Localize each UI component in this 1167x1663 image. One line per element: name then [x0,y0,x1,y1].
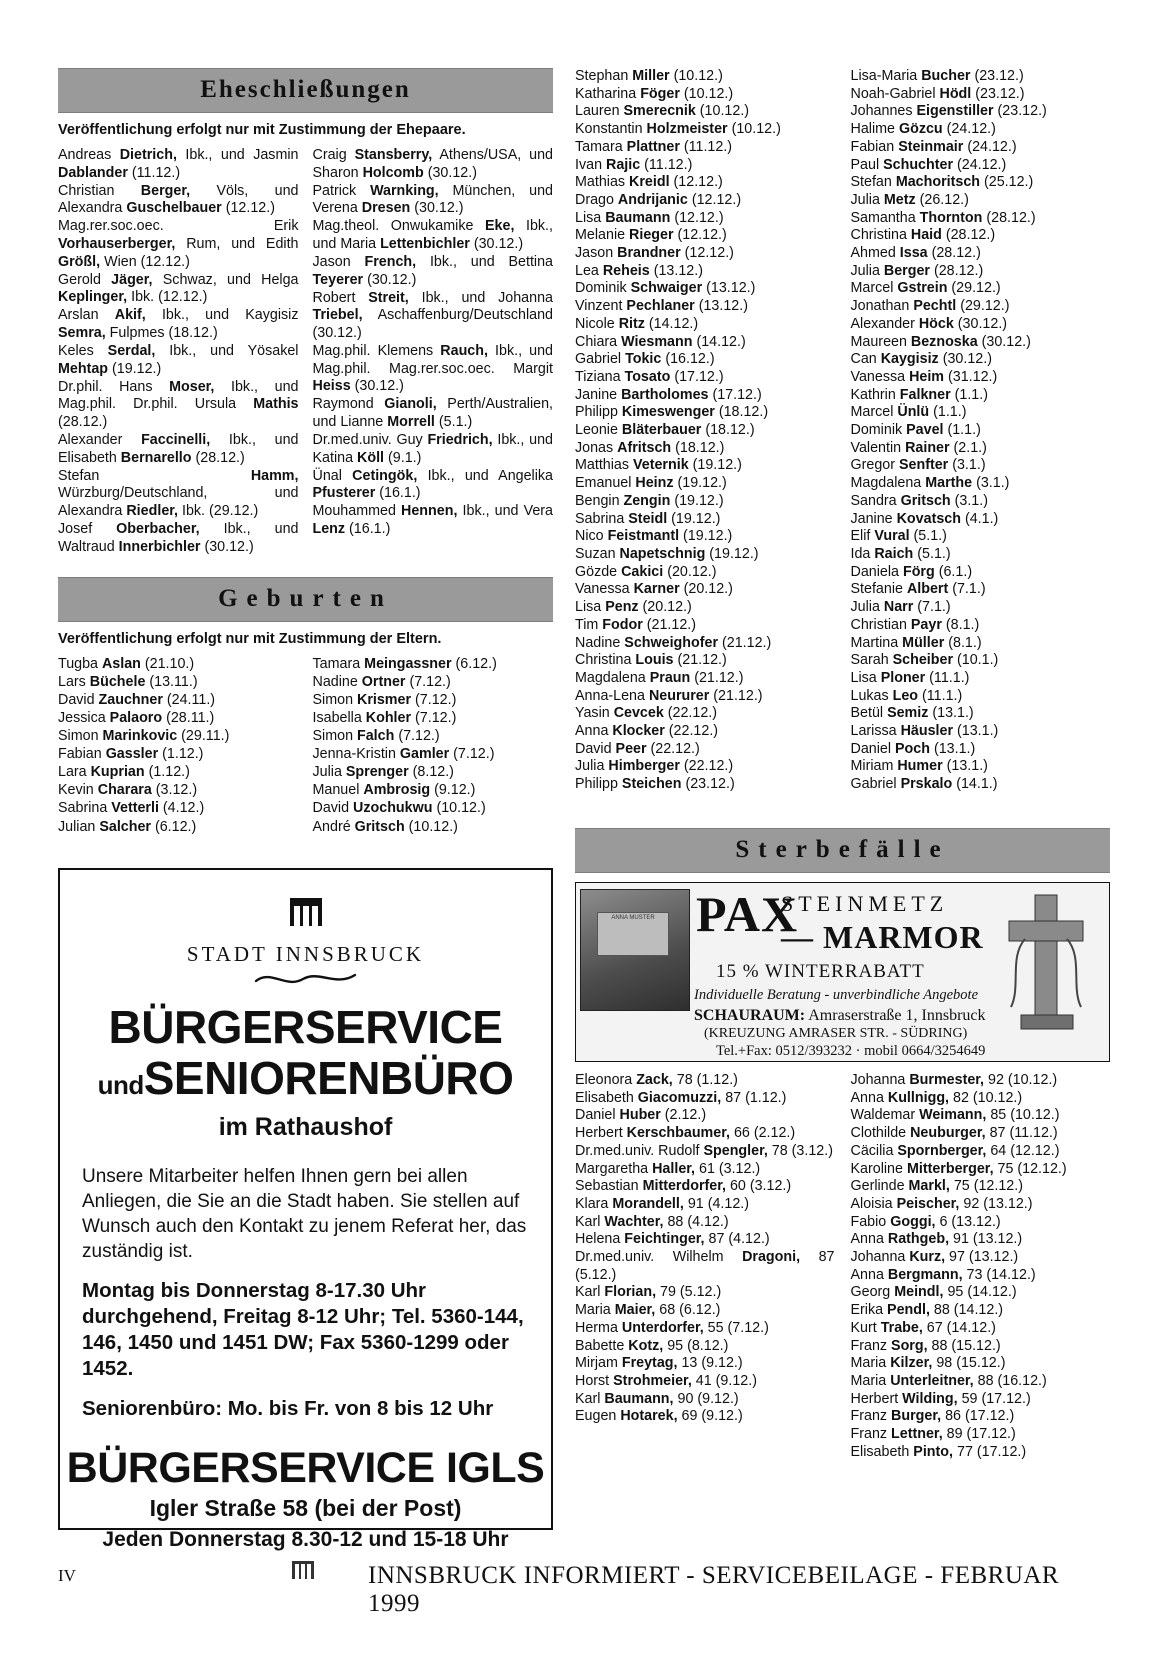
list-item: Marcel Ünlü (1.1.) [850,404,967,421]
list-item: Cäcilia Spornberger, 64 (12.12.) [850,1142,1060,1159]
list-item: Samantha Thornton (28.12.) [850,209,1036,226]
pax-tagline: Individuelle Beratung - unverbindliche Angebote [694,987,979,1003]
list-item: Nico Feistmantl (19.12.) [575,528,733,545]
list-item: Stefan Machoritsch (25.12.) [850,174,1034,191]
list-item: Bengin Zengin (19.12.) [575,492,724,509]
list-item: Daniel Poch (13.1.) [850,740,976,757]
list-item: Gözde Cakici (20.12.) [575,563,717,580]
page-number: IV [58,1566,76,1585]
list-item: David Peer (22.12.) [575,740,700,757]
list-item: Lara Kuprian (1.12.) [58,764,190,781]
ad-title-2-prefix: und [97,1070,144,1100]
list-item: Matthias Veternik (19.12.) [575,457,742,474]
list-item: Ahmed Issa (28.12.) [850,245,981,262]
ad-title-2 [60,1052,551,1111]
list-item: Mag.phil. Klemens Rauch, Ibk., und Mag.phil. Mag.rer.soc.oec. Margit Heiss (30.12.) [312,343,553,395]
innsbruck-coat-of-arms-icon [60,898,551,932]
list-item: Magdalena Praun (21.12.) [575,669,744,686]
section-header-marriages: Eheschließungen [58,68,553,113]
list-item: Mag.rer.soc.oec. Erik Vorhauserberger, Rum, und Edith Größl, Wien (12.12.) [58,218,299,270]
list-item: Aloisia Peischer, 92 (13.12.) [850,1195,1033,1212]
ad-title-2-main: SENIORENBÜRO [143,1052,514,1104]
section-header-deaths-wrap [575,828,1110,873]
list-item: Jason French, Ibk., und Bettina Teyerer (30.12.) [312,254,553,288]
list-item: Dr.med.univ. Rudolf Spengler, 78 (3.12.) [575,1142,833,1159]
ad-igls-title: BÜRGERSERVICE IGLS [66,1444,545,1492]
list-item: Jonathan Pechtl (29.12.) [850,298,1010,315]
list-item: Tamara Meingassner (6.12.) [312,655,497,672]
list-item: Kathrin Falkner (1.1.) [850,386,988,403]
list-item: Christian Berger, Völs, und Alexandra Guschelbauer (12.12.) [58,182,299,217]
list-item: Herma Unterdorfer, 55 (7.12.) [575,1319,769,1336]
list-item: Mirjam Freytag, 13 (9.12.) [575,1355,743,1372]
list-item: Helena Feichtinger, 87 (4.12.) [575,1231,770,1248]
list-item: Elisabeth Pinto, 77 (17.12.) [850,1443,1027,1460]
list-item: Stephan Miller (10.12.) [575,68,723,84]
list-item: Suzan Napetschnig (19.12.) [575,545,759,562]
list-item: Eleonora Zack, 78 (1.12.) [575,1072,738,1088]
list-item: Craig Stansberry, Athens/USA, und Sharon Holcomb (30.12.) [312,147,553,181]
list-item: Tim Fodor (21.12.) [575,616,697,633]
list-item: Emanuel Heinz (19.12.) [575,475,727,492]
list-item: Julia Narr (7.1.) [850,599,951,616]
list-item: Franz Burger, 86 (17.12.) [850,1408,1015,1425]
list-item: Drago Andrijanic (12.12.) [575,191,742,208]
page-footer [58,1556,1068,1617]
list-item: Isabella Kohler (7.12.) [312,709,457,726]
list-item: Anna Rathgeb, 91 (13.12.) [850,1231,1023,1248]
list-item: Gabriel Prskalo (14.1.) [850,776,998,793]
list-item: Raymond Gianoli, Perth/Australien, und Lianne Morrell (5.1.) [312,396,553,430]
list-item: Katharina Föger (10.12.) [575,85,734,102]
ad-pax-marmor [575,882,1110,1062]
list-item: Dominik Schwaiger (13.12.) [575,280,756,297]
list-item: Nadine Schweighofer (21.12.) [575,634,772,651]
ad-buergerservice [58,868,553,1551]
list-item: Karl Baumann, 90 (9.12.) [575,1390,739,1407]
list-item: Magdalena Marthe (3.1.) [850,475,1010,492]
pax-marmor-label: — MARMOR [781,919,984,955]
list-item: Christina Haid (28.12.) [850,227,996,244]
births-cont-column-2 [851,68,1111,794]
list-item: Gerold Jäger, Schwaz, und Helga Keplinger, Ibk. (12.12.) [58,271,299,306]
ad-subtitle: im Rathaushof [218,1113,393,1141]
marriages-note: Veröffentlichung erfolgt nur mit Zustimmung der Ehepaare. [58,122,466,138]
marriages-lists [58,147,553,557]
list-item: Julia Himberger (22.12.) [575,758,734,775]
list-item: Mag.theol. Onwukamike Eke, Ibk., und Maria Lettenbichler (30.12.) [312,218,553,252]
list-item: Andreas Dietrich, Ibk., und Jasmin Dablander (11.12.) [58,147,299,181]
list-item: Stefanie Albert (7.1.) [850,581,986,598]
list-item: Larissa Häusler (13.1.) [850,723,999,740]
list-item: Horst Strohmeier, 41 (9.12.) [575,1372,757,1389]
list-item: Vinzent Pechlaner (13.12.) [575,298,748,315]
list-item: Waldemar Weimann, 85 (10.12.) [850,1107,1060,1124]
list-item: Julia Metz (26.12.) [850,191,969,208]
list-item: Konstantin Holzmeister (10.12.) [575,121,781,138]
list-item: Alexander Faccinelli, Ibk., und Elisabeth Bernarello (28.12.) [58,432,299,466]
list-item: David Zauchner (24.11.) [58,691,216,708]
ad-body-text: Unsere Mitarbeiter helfen Ihnen gern bei allen Anliegen, die Sie an die Stadt haben. Sie stellen auf Wunsch auch den Kontakt zu jenem Referat her, das zuständig ist. [82,1166,527,1262]
list-item: Philipp Kimeswenger (18.12.) [575,404,769,421]
footer-title: INNSBRUCK INFORMIERT - SERVICEBEILAGE - FEBRUAR 1999 [368,1562,1060,1617]
list-item: Yasin Cevcek (22.12.) [575,705,718,722]
deaths-lists [575,1072,1110,1461]
births-column-2 [313,656,554,837]
list-item: Lisa Penz (20.12.) [575,599,692,616]
list-item: Tiziana Tosato (17.12.) [575,368,724,385]
list-item: Maria Kilzer, 98 (15.12.) [850,1355,1006,1372]
list-item: Tamara Plattner (11.12.) [575,138,733,155]
list-item: Maria Maier, 68 (6.12.) [575,1302,721,1319]
list-item: Vanessa Heim (31.12.) [850,368,998,385]
list-item: Jason Brandner (12.12.) [575,245,734,262]
list-item: Johanna Burmester, 92 (10.12.) [850,1072,1058,1088]
list-item: Gabriel Tokic (16.12.) [575,351,715,368]
pax-steinmetz-label: STEINMETZ [781,891,949,916]
gravestone-plate: ANNA MUSTER [597,912,669,956]
list-item: Franz Lettner, 89 (17.12.) [850,1426,1016,1443]
list-item: Marcel Gstrein (29.12.) [850,280,1001,297]
list-item: Karl Florian, 79 (5.12.) [575,1284,722,1301]
list-item: Josef Oberbacher, Ibk., und Waltraud Innerbichler (30.12.) [58,520,299,555]
list-item: Lisa Ploner (11.1.) [850,669,970,686]
list-item: Jessica Palaoro (28.11.) [58,709,215,726]
list-item: Georg Meindl, 95 (14.12.) [850,1284,1017,1301]
list-item: Franz Sorg, 88 (15.12.) [850,1337,1001,1354]
list-item: Sabrina Vetterli (4.12.) [58,800,205,817]
list-item: Lisa Baumann (12.12.) [575,209,724,226]
list-item: André Gritsch (10.12.) [312,818,458,835]
list-item: Halime Gözcu (24.12.) [850,121,996,138]
list-item: Alexander Höck (30.12.) [850,315,1008,332]
list-item: Sabrina Steidl (19.12.) [575,510,721,527]
swoosh-decoration [60,967,551,990]
list-item: Maureen Beznoska (30.12.) [850,333,1031,350]
list-item: Elif Vural (5.1.) [850,528,947,545]
list-item: Janine Kovatsch (4.1.) [850,510,999,527]
list-item: Anna Kullnigg, 82 (10.12.) [850,1089,1023,1106]
footer-coat-of-arms-icon [290,1558,316,1589]
list-item: Ünal Cetingök, Ibk., und Angelika Pfusterer (16.1.) [312,467,553,502]
marriages-column-2 [313,147,554,557]
list-item: Babette Kotz, 95 (8.12.) [575,1337,729,1354]
list-item: Lea Reheis (13.12.) [575,262,703,279]
list-item: Maria Unterleitner, 88 (16.12.) [850,1372,1047,1389]
births-lists [58,656,553,837]
list-item: Anna-Lena Neururer (21.12.) [575,687,763,704]
births-continued [575,68,1110,794]
list-item: Elisabeth Giacomuzzi, 87 (1.12.) [575,1089,787,1106]
list-item: Johannes Eigenstiller (23.12.) [850,103,1047,120]
gravestone-image [580,889,690,1011]
section-header-births: Geburten [58,577,553,622]
list-item: Valentin Rainer (2.1.) [850,439,987,456]
list-item: Herbert Wilding, 59 (17.12.) [850,1390,1031,1407]
list-item: Fabio Goggi, 6 (13.12.) [850,1213,1001,1230]
list-item: Dr.med.univ. Guy Friedrich, Ibk., und Katina Köll (9.1.) [312,432,553,466]
pax-contact: Tel.+Fax: 0512/393232 · mobil 0664/3254649 [716,1043,986,1059]
list-item: Simon Marinkovic (29.11.) [58,728,230,745]
births-cont-column-1 [575,68,835,794]
list-item: Sebastian Mitterdorfer, 60 (3.12.) [575,1178,792,1195]
ad-igls-hours: Jeden Donnerstag 8.30-12 und 15-18 Uhr [102,1528,509,1551]
list-item: Vanessa Karner (20.12.) [575,581,733,598]
births-note: Veröffentlichung erfolgt nur mit Zustimmung der Eltern. [58,630,442,647]
list-item: Dr.phil. Hans Moser, Ibk., und Mag.phil. Dr.phil. Ursula Mathis (28.12.) [58,378,299,430]
ad-opening-hours: Montag bis Donnerstag 8-17.30 Uhr durchgehend, Freitag 8-12 Uhr; Tel. 5360-144, 146, 1450 und 1451 DW; Fax 5360-1299 oder 1452. [82,1279,524,1380]
list-item: Eugen Hotarek, 69 (9.12.) [575,1408,743,1425]
list-item: Jonas Afritsch (18.12.) [575,439,725,456]
list-item: Leonie Bläterbauer (18.12.) [575,422,755,439]
pax-showroom-note: (KREUZUNG AMRASER STR. - SÜDRING) [704,1026,968,1041]
list-item: Nicole Ritz (14.12.) [575,315,699,332]
list-item: Daniela Förg (6.1.) [850,563,973,580]
list-item: Lukas Leo (11.1.) [850,687,963,704]
list-item: Keles Serdal, Ibk., und Yösakel Mehtap (19.12.) [58,343,299,377]
stone-cross-image [991,887,1101,1037]
list-item: Klara Morandell, 91 (4.12.) [575,1195,750,1212]
deaths-column-2 [851,1072,1111,1461]
list-item: Tugba Aslan (21.10.) [58,655,195,672]
list-item: Erika Pendl, 88 (14.12.) [850,1302,1004,1319]
list-item: Lauren Smerecnik (10.12.) [575,103,750,120]
list-item: Anna Klocker (22.12.) [575,723,719,740]
list-item: Mouhammed Hennen, Ibk., und Vera Lenz (16.1.) [312,503,553,537]
pax-showroom [694,1007,986,1025]
list-item: Christian Payr (8.1.) [850,616,980,633]
city-name: STADT INNSBRUCK [186,942,425,966]
list-item: Simon Falch (7.12.) [312,728,440,745]
list-item: Gerlinde Markl, 75 (12.12.) [850,1178,1023,1195]
list-item: Margaretha Haller, 61 (3.12.) [575,1160,761,1177]
list-item: Sandra Gritsch (3.1.) [850,492,988,509]
list-item: Stefan Hamm, Würzburg/Deutschland, und Alexandra Riedler, Ibk. (29.12.) [58,467,299,519]
ad-title-1: BÜRGERSERVICE [108,1001,503,1053]
pax-discount: 15 % WINTERRABATT [716,961,925,982]
list-item: Christina Louis (21.12.) [575,652,727,669]
list-item: Manuel Ambrosig (9.12.) [312,782,476,799]
list-item: Fabian Steinmair (24.12.) [850,138,1017,155]
list-item: Johanna Kurz, 97 (13.12.) [850,1249,1019,1266]
list-item: Kevin Charara (3.12.) [58,782,198,799]
ad-igls-address: Igler Straße 58 (bei der Post) [149,1495,462,1521]
list-item: Julian Salcher (6.12.) [58,818,197,835]
list-item: Dominik Pavel (1.1.) [850,422,981,439]
pax-showroom-label: SCHAURAUM: [694,1007,806,1024]
list-item: Jenna-Kristin Gamler (7.12.) [312,746,495,763]
list-item: Philipp Steichen (23.12.) [575,776,735,793]
list-item: Julia Berger (28.12.) [850,262,984,279]
list-item: Patrick Warnking, München, und Verena Dresen (30.12.) [312,182,553,217]
list-item: Gregor Senfter (3.1.) [850,457,986,474]
list-item: Daniel Huber (2.12.) [575,1107,707,1124]
births-column-1 [58,656,299,837]
list-item: Miriam Humer (13.1.) [850,758,988,775]
list-item: Kurt Trabe, 67 (14.12.) [850,1319,996,1336]
list-item: Noah-Gabriel Hödl (23.12.) [850,85,1025,102]
list-item: Ivan Rajic (11.12.) [575,156,693,173]
list-item: Ida Raich (5.1.) [850,545,951,562]
list-item: Chiara Wiesmann (14.12.) [575,333,746,350]
list-item: Melanie Rieger (12.12.) [575,227,727,244]
list-item: Fabian Gassler (1.12.) [58,746,204,763]
list-item: Herbert Kerschbaumer, 66 (2.12.) [575,1125,796,1142]
list-item: Julia Sprenger (8.12.) [312,764,454,781]
list-item: Clothilde Neuburger, 87 (11.12.) [850,1125,1058,1142]
list-item: Paul Schuchter (24.12.) [850,156,1007,173]
section-header-deaths: Sterbefälle [575,828,1110,873]
list-item: Nadine Ortner (7.12.) [312,673,451,690]
list-item: David Uzochukwu (10.12.) [312,800,486,817]
ad-senior-office-hours: Seniorenbüro: Mo. bis Fr. von 8 bis 12 Uhr [82,1397,494,1420]
list-item: Betül Semiz (13.1.) [850,705,974,722]
list-item: Karoline Mitterberger, 75 (12.12.) [850,1160,1067,1177]
list-item: Mathias Kreidl (12.12.) [575,174,723,191]
deaths-column-1 [575,1072,835,1461]
list-item: Arslan Akif, Ibk., und Kaygisiz Semra, Fulpmes (18.12.) [58,307,299,341]
list-item: Karl Wachter, 88 (4.12.) [575,1213,729,1230]
list-item: Martina Müller (8.1.) [850,634,982,651]
list-item: Dr.med.univ. Wilhelm Dragoni, 87 (5.12.) [575,1249,835,1283]
list-item: Simon Krismer (7.12.) [312,691,457,708]
marriages-column-1 [58,147,299,557]
pax-showroom-address: Amraserstraße 1, Innsbruck [808,1007,986,1024]
list-item: Anna Bergmann, 73 (14.12.) [850,1266,1036,1283]
list-item: Janine Bartholomes (17.12.) [575,386,762,403]
list-item: Robert Streit, Ibk., und Johanna Triebel, Aschaffenburg/Deutschland (30.12.) [312,289,553,341]
list-item: Can Kaygisiz (30.12.) [850,351,992,368]
left-column [58,68,553,837]
list-item: Sarah Scheiber (10.1.) [850,652,999,669]
pax-brand-text: PAX [696,886,799,942]
list-item: Lisa-Maria Bucher (23.12.) [850,68,1024,84]
list-item: Lars Büchele (13.11.) [58,673,198,690]
